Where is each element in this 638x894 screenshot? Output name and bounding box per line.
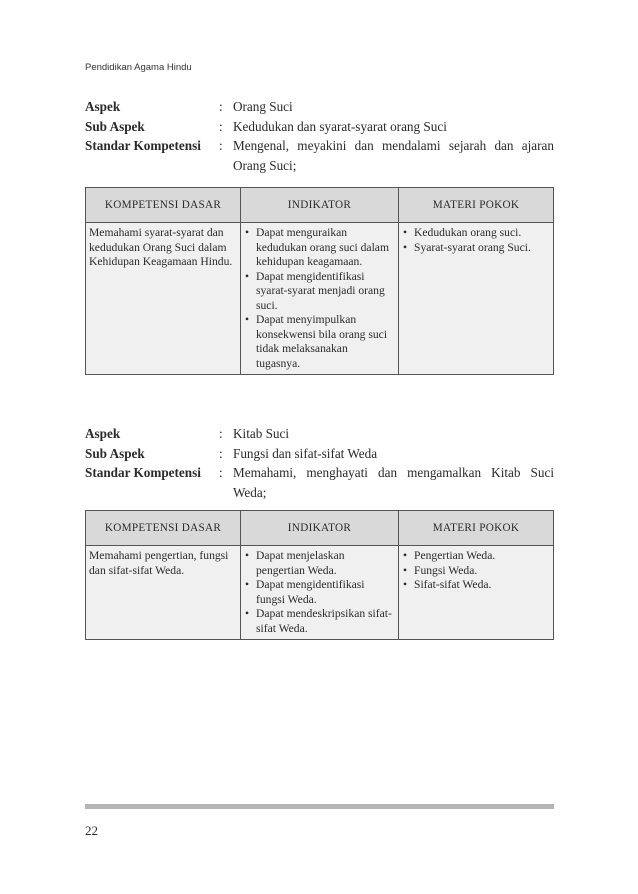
aspect-block-1 bbox=[85, 97, 554, 175]
list-item: • Sifat-sifat Weda. bbox=[402, 578, 549, 593]
colon: : bbox=[219, 118, 223, 134]
header-indikator: INDIKATOR bbox=[241, 188, 399, 223]
sub-aspek-label: Sub Aspek bbox=[85, 118, 145, 134]
sub-aspek-value: Kedudukan dan syarat-syarat orang Suci bbox=[233, 118, 447, 134]
header-indikator: INDIKATOR bbox=[241, 511, 399, 546]
indikator-list bbox=[244, 549, 394, 636]
header-materi-pokok: MATERI POKOK bbox=[399, 511, 554, 546]
list-item: • Dapat mengidentifikasi fungsi Weda. bbox=[244, 578, 394, 607]
header-kompetensi-dasar: KOMPETENSI DASAR bbox=[86, 188, 241, 223]
aspek-row bbox=[85, 424, 554, 444]
page-number: 22 bbox=[85, 823, 98, 838]
header-materi-pokok: MATERI POKOK bbox=[399, 188, 554, 223]
table-row bbox=[86, 546, 554, 640]
materi-pokok-cell bbox=[399, 223, 554, 375]
kompetensi-dasar-cell: Memahami syarat-syarat dan kedudukan Orang Suci dalam Kehidupan Keagamaan Hindu. bbox=[86, 223, 241, 375]
sub-aspek-row bbox=[85, 117, 554, 137]
list-item: • Fungsi Weda. bbox=[402, 564, 549, 579]
colon: : bbox=[219, 465, 223, 480]
kompetensi-dasar-cell: Memahami pengertian, fungsi dan sifat-sifat Weda. bbox=[86, 546, 241, 640]
list-item: • Syarat-syarat orang Suci. bbox=[402, 241, 549, 256]
list-item: • Dapat mendeskripsikan sifat-sifat Weda. bbox=[244, 607, 394, 636]
list-item: • Dapat menguraikan kedudukan orang suci dalam kehidupan keagamaan. bbox=[244, 226, 394, 270]
kompetensi-table-1 bbox=[85, 187, 554, 375]
aspect-block-2 bbox=[85, 424, 554, 502]
indikator-list bbox=[244, 226, 394, 371]
colon: : bbox=[219, 138, 223, 153]
footer-rule bbox=[85, 804, 554, 809]
list-item: • Pengertian Weda. bbox=[402, 549, 549, 564]
sub-aspek-value: Fungsi dan sifat-sifat Weda bbox=[233, 445, 378, 461]
sub-aspek-row bbox=[85, 444, 554, 464]
materi-pokok-cell bbox=[399, 546, 554, 640]
colon: : bbox=[219, 426, 223, 441]
standar-kompetensi-value: Mengenal, meyakini dan mendalami sejarah dan ajaran Orang Suci; bbox=[233, 138, 554, 173]
indikator-cell bbox=[241, 546, 399, 640]
materi-pokok-list bbox=[402, 549, 549, 593]
aspek-row bbox=[85, 97, 554, 117]
kompetensi-table-2 bbox=[85, 510, 554, 640]
list-item: • Dapat menyimpulkan konsekwensi bila orang suci tidak melaksanakan tugasnya. bbox=[244, 313, 394, 371]
standar-kompetensi-row bbox=[85, 463, 554, 502]
standar-kompetensi-label: Standar Kompetensi bbox=[85, 465, 201, 480]
list-item: • Dapat mengidentifikasi syarat-syarat menjadi orang suci. bbox=[244, 270, 394, 314]
list-item: • Kedudukan orang suci. bbox=[402, 226, 549, 241]
standar-kompetensi-row bbox=[85, 136, 554, 175]
aspek-label: Aspek bbox=[85, 426, 121, 441]
materi-pokok-list bbox=[402, 226, 549, 255]
table-header-row bbox=[86, 511, 554, 546]
running-header: Pendidikan Agama Hindu bbox=[85, 62, 192, 73]
aspek-label: Aspek bbox=[85, 99, 121, 114]
sub-aspek-label: Sub Aspek bbox=[85, 445, 145, 461]
colon: : bbox=[219, 445, 223, 461]
list-item: • Dapat menjelaskan pengertian Weda. bbox=[244, 549, 394, 578]
header-kompetensi-dasar: KOMPETENSI DASAR bbox=[86, 511, 241, 546]
table-row bbox=[86, 223, 554, 375]
table-header-row bbox=[86, 188, 554, 223]
standar-kompetensi-value: Memahami, menghayati dan mengamalkan Kitab Suci Weda; bbox=[233, 465, 554, 500]
standar-kompetensi-label: Standar Kompetensi bbox=[85, 138, 201, 153]
aspek-value: Kitab Suci bbox=[233, 426, 290, 441]
colon: : bbox=[219, 99, 223, 114]
indikator-cell bbox=[241, 223, 399, 375]
aspek-value: Orang Suci bbox=[233, 99, 293, 114]
